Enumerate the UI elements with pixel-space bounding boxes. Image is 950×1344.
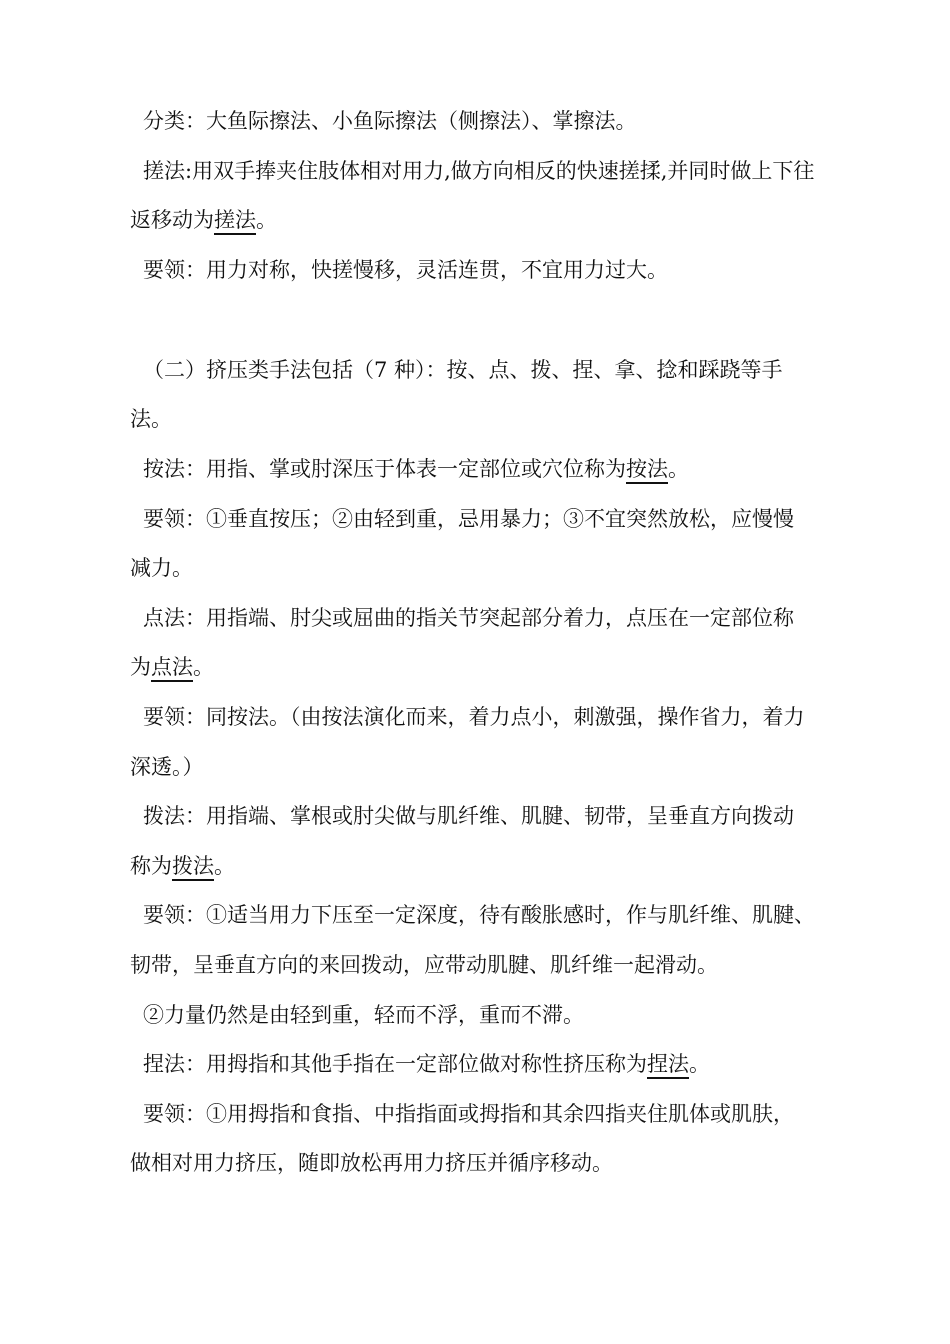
paragraph-point-key-points: 要领：同按法。（由按法演化而来，着力点小，刺激强，操作省力，着力 — [143, 705, 805, 729]
paragraph-point-definition: 点法：用指端、肘尖或屈曲的指关节突起部分着力，点压在一定部位称 — [143, 606, 794, 630]
paragraph-point-key-points-cont: 深透。） — [130, 755, 204, 779]
paragraph-pinch-definition — [143, 1049, 710, 1079]
text-segment: 称为 — [130, 854, 172, 878]
text-segment: 按法：用指、掌或肘深压于体表一定部位或穴位称为 — [143, 457, 626, 481]
paragraph-pluck-key-points: 要领：①适当用力下压至一定深度，待有酸胀感时，作与肌纤维、肌腱、 — [143, 903, 815, 927]
text-segment: 。 — [689, 1052, 710, 1076]
underlined-term: 拨法 — [172, 854, 214, 881]
underlined-term: 捏法 — [647, 1052, 689, 1079]
paragraph-press-key-points-cont: 减力。 — [130, 556, 193, 580]
paragraph-cuo-definition: 搓法:用双手捧夹住肢体相对用力,做方向相反的快速搓揉,并同时做上下往 — [143, 159, 815, 183]
section-heading-squeeze: （二）挤压类手法包括（7 种）：按、点、拨、捏、拿、捻和踩跷等手 — [143, 358, 783, 382]
text-segment: 返移动为 — [130, 208, 214, 232]
underlined-term: 按法 — [626, 457, 668, 484]
paragraph-point-definition-cont — [130, 652, 214, 682]
paragraph-press-definition — [143, 454, 689, 484]
paragraph-pluck-key-points-2: ②力量仍然是由轻到重，轻而不浮，重而不滞。 — [143, 1003, 584, 1027]
text-segment: 捏法：用拇指和其他手指在一定部位做对称性挤压称为 — [143, 1052, 647, 1076]
paragraph-pinch-key-points-cont: 做相对用力挤压，随即放松再用力挤压并循序移动。 — [130, 1151, 613, 1175]
text-segment: 。 — [193, 655, 214, 679]
text-segment: 。 — [214, 854, 235, 878]
section-heading-squeeze-cont: 法。 — [130, 407, 172, 431]
paragraph-cuo-key-points: 要领：用力对称，快搓慢移，灵活连贯，不宜用力过大。 — [143, 258, 668, 282]
text-segment: 。 — [256, 208, 277, 232]
paragraph-rub-categories: 分类：大鱼际擦法、小鱼际擦法（侧擦法）、掌擦法。 — [143, 109, 637, 133]
paragraph-pluck-key-points-cont: 韧带，呈垂直方向的来回拨动，应带动肌腱、肌纤维一起滑动。 — [130, 953, 718, 977]
paragraph-press-key-points: 要领：①垂直按压；②由轻到重，忌用暴力；③不宜突然放松，应慢慢 — [143, 507, 794, 531]
paragraph-cuo-definition-cont — [130, 205, 277, 235]
underlined-term: 搓法 — [214, 208, 256, 235]
paragraph-pluck-definition-cont — [130, 851, 235, 881]
paragraph-pluck-definition: 拨法：用指端、掌根或肘尖做与肌纤维、肌腱、韧带，呈垂直方向拨动 — [143, 804, 794, 828]
underlined-term: 点法 — [151, 655, 193, 682]
paragraph-pinch-key-points: 要领：①用拇指和食指、中指指面或拇指和其余四指夹住肌体或肌肤， — [143, 1102, 794, 1126]
text-segment: 为 — [130, 655, 151, 679]
text-segment: 。 — [668, 457, 689, 481]
